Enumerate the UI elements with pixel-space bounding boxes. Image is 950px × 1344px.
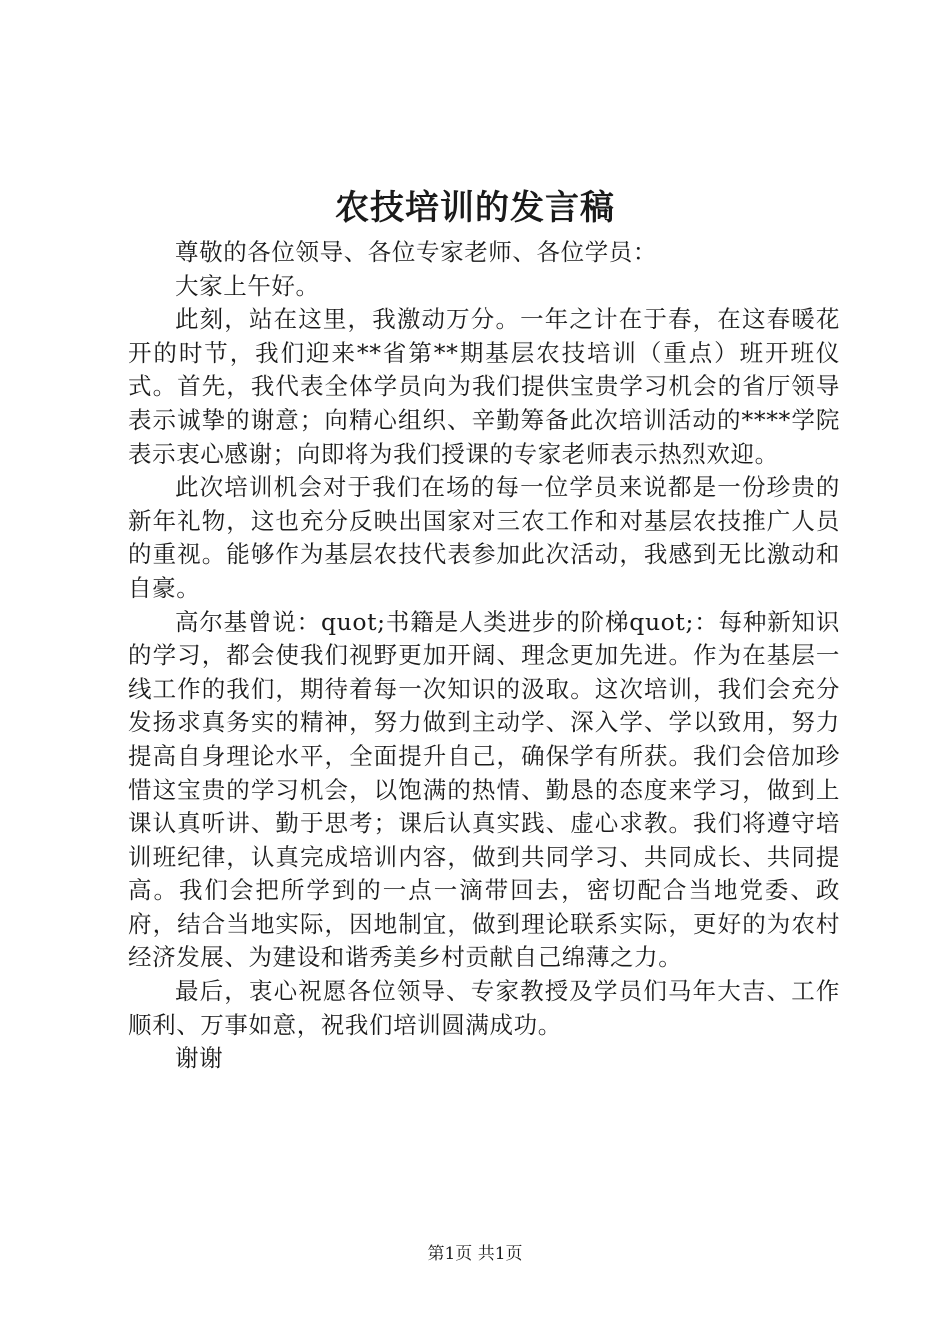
paragraph-opening: 此刻，站在这里，我激动万分。一年之计在于春，在这春暖花开的时节，我们迎来**省第**期基层农技培训（重点）班开班仪式。首先，我代表全体学员向为我们提供宝贵学习机会的省厅领导表示诚挚的谢意；向精心组织、辛勤筹备此次培训活动的****学院表示衷心感谢；向即将为我们授课的专家老师表示热烈欢迎。	[128, 305, 840, 468]
greeting: 大家上午好。	[175, 271, 320, 300]
document-body	[128, 236, 840, 1076]
page-footer: 第1页 共1页	[427, 1244, 523, 1264]
document-title: 农技培训的发言稿	[335, 188, 615, 228]
thanks: 谢谢	[175, 1044, 224, 1073]
paragraph-significance: 此次培训机会对于我们在场的每一位学员来说都是一份珍贵的新年礼物，这也充分反映出国家对三农工作和对基层农技推广人员的重视。能够作为基层农技代表参加此次活动，我感到无比激动和自豪。	[128, 473, 840, 602]
paragraph-commitment: 高尔基曾说：quot;书籍是人类进步的阶梯quot;：每种新知识的学习，都会使我们视野更加开阔、理念更加先进。作为在基层一线工作的我们，期待着每一次知识的汲取。这次培训，我们会充分发扬求真务实的精神，努力做到主动学、深入学、学以致用，努力提高自身理论水平，全面提升自己，确保学有所获。我们会倍加珍惜这宝贵的学习机会，以饱满的热情、勤恳的态度来学习，做到上课认真听讲、勤于思考；课后认真实践、虚心求教。我们将遵守培训班纪律，认真完成培训内容，做到共同学习、共同成长、共同提高。我们会把所学到的一点一滴带回去，密切配合当地党委、政府，结合当地实际，因地制宜，做到理论联系实际，更好的为农村经济发展、为建设和谐秀美乡村贡献自己绵薄之力。	[128, 607, 840, 972]
paragraph-closing-wishes: 最后，衷心祝愿各位领导、专家教授及学员们马年大吉、工作顺利、万事如意，祝我们培训圆满成功。	[128, 977, 840, 1039]
salutation: 尊敬的各位领导、各位专家老师、各位学员：	[175, 238, 657, 266]
